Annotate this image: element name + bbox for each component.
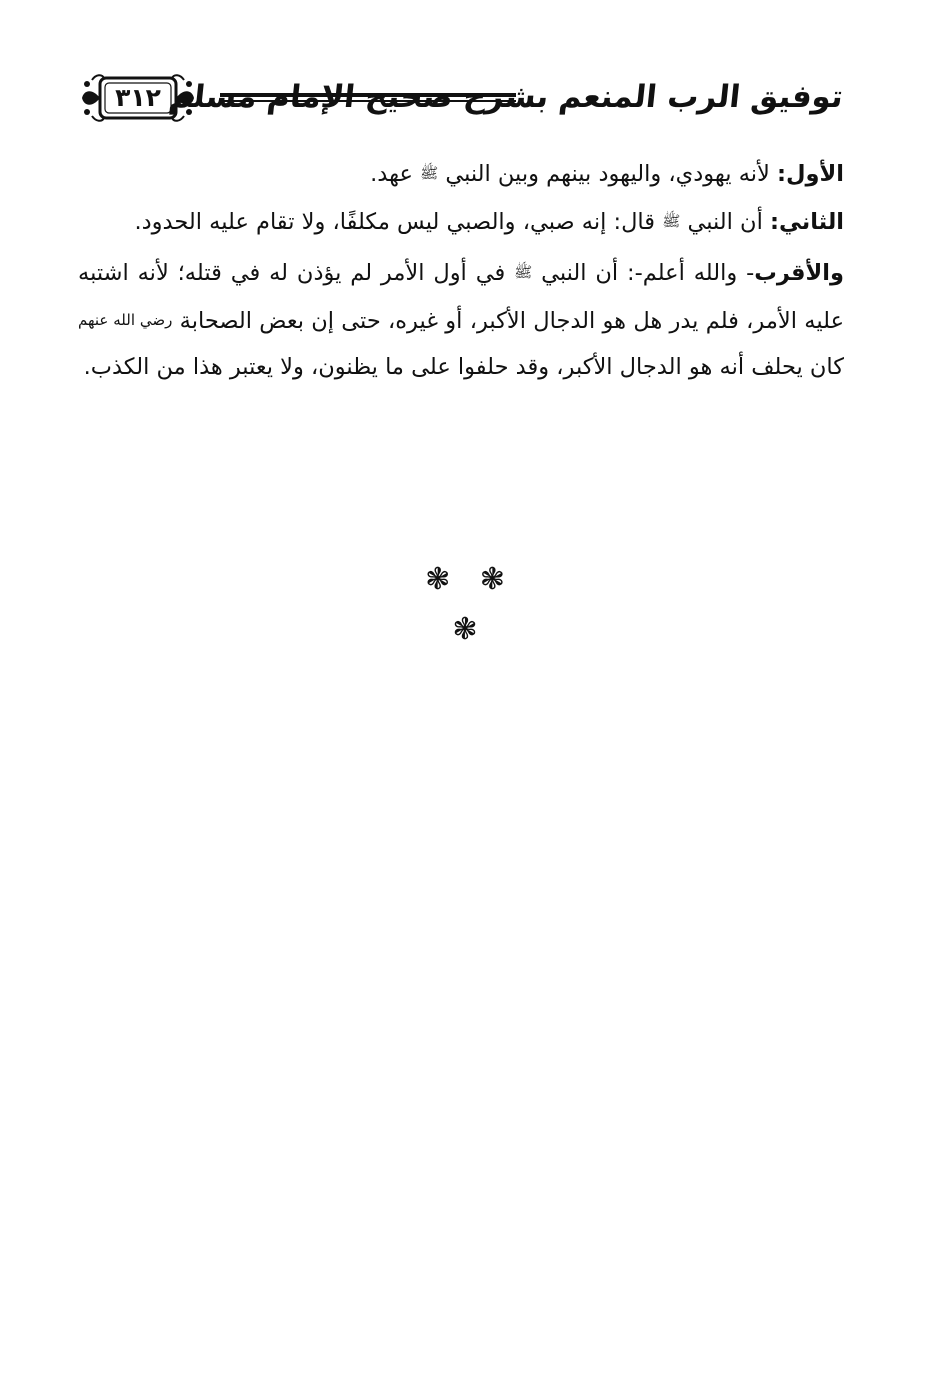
section-separator: ❃ ❃ ❃ xyxy=(425,562,515,647)
paragraph-text: لأنه يهودي، واليهود بينهم وبين النبي xyxy=(438,161,778,187)
paragraph-text: أن النبي xyxy=(680,208,770,235)
paragraph-lead: الثاني: xyxy=(769,208,844,235)
page-header xyxy=(78,68,853,130)
paragraph-lead: الأول: xyxy=(777,161,844,187)
salawat-glyph: ﷺ xyxy=(514,263,533,281)
paragraph-third xyxy=(78,249,844,391)
paragraph-text: عهد. xyxy=(370,161,421,187)
paragraph-text: كان يحلف أنه هو الدجال الأكبر، وقد حلفوا على ما يظنون، ولا يعتبر هذا من الكذب. xyxy=(83,354,844,380)
salawat-glyph: ﷺ xyxy=(662,211,681,230)
radiallahu-glyph: رضي الله عنهم xyxy=(78,310,173,329)
book-title: توفيق الرب المنعم بشرح صحيح الإمام مسلم xyxy=(167,79,845,115)
page-number: ٣١٢ xyxy=(115,83,161,112)
paragraph-first xyxy=(78,150,844,198)
paragraph-text: قال: إنه صبي، والصبي ليس مكلفًا، ولا تقام عليه الحدود. xyxy=(134,208,663,235)
page-content xyxy=(78,150,844,391)
paragraph-text: في أول الأمر لم يؤذن له في قتله؛ لأنه اشتبه عليه الأمر، فلم يدر هل هو الدجال الأكبر، أو غيره، حتى إن بعض الصحابة xyxy=(78,260,844,334)
paragraph-lead: والأقرب xyxy=(754,260,844,286)
paragraph-second xyxy=(78,198,844,246)
paragraph-text: - والله أعلم-: أن النبي xyxy=(532,260,755,286)
salawat-glyph: ﷺ xyxy=(420,164,439,182)
